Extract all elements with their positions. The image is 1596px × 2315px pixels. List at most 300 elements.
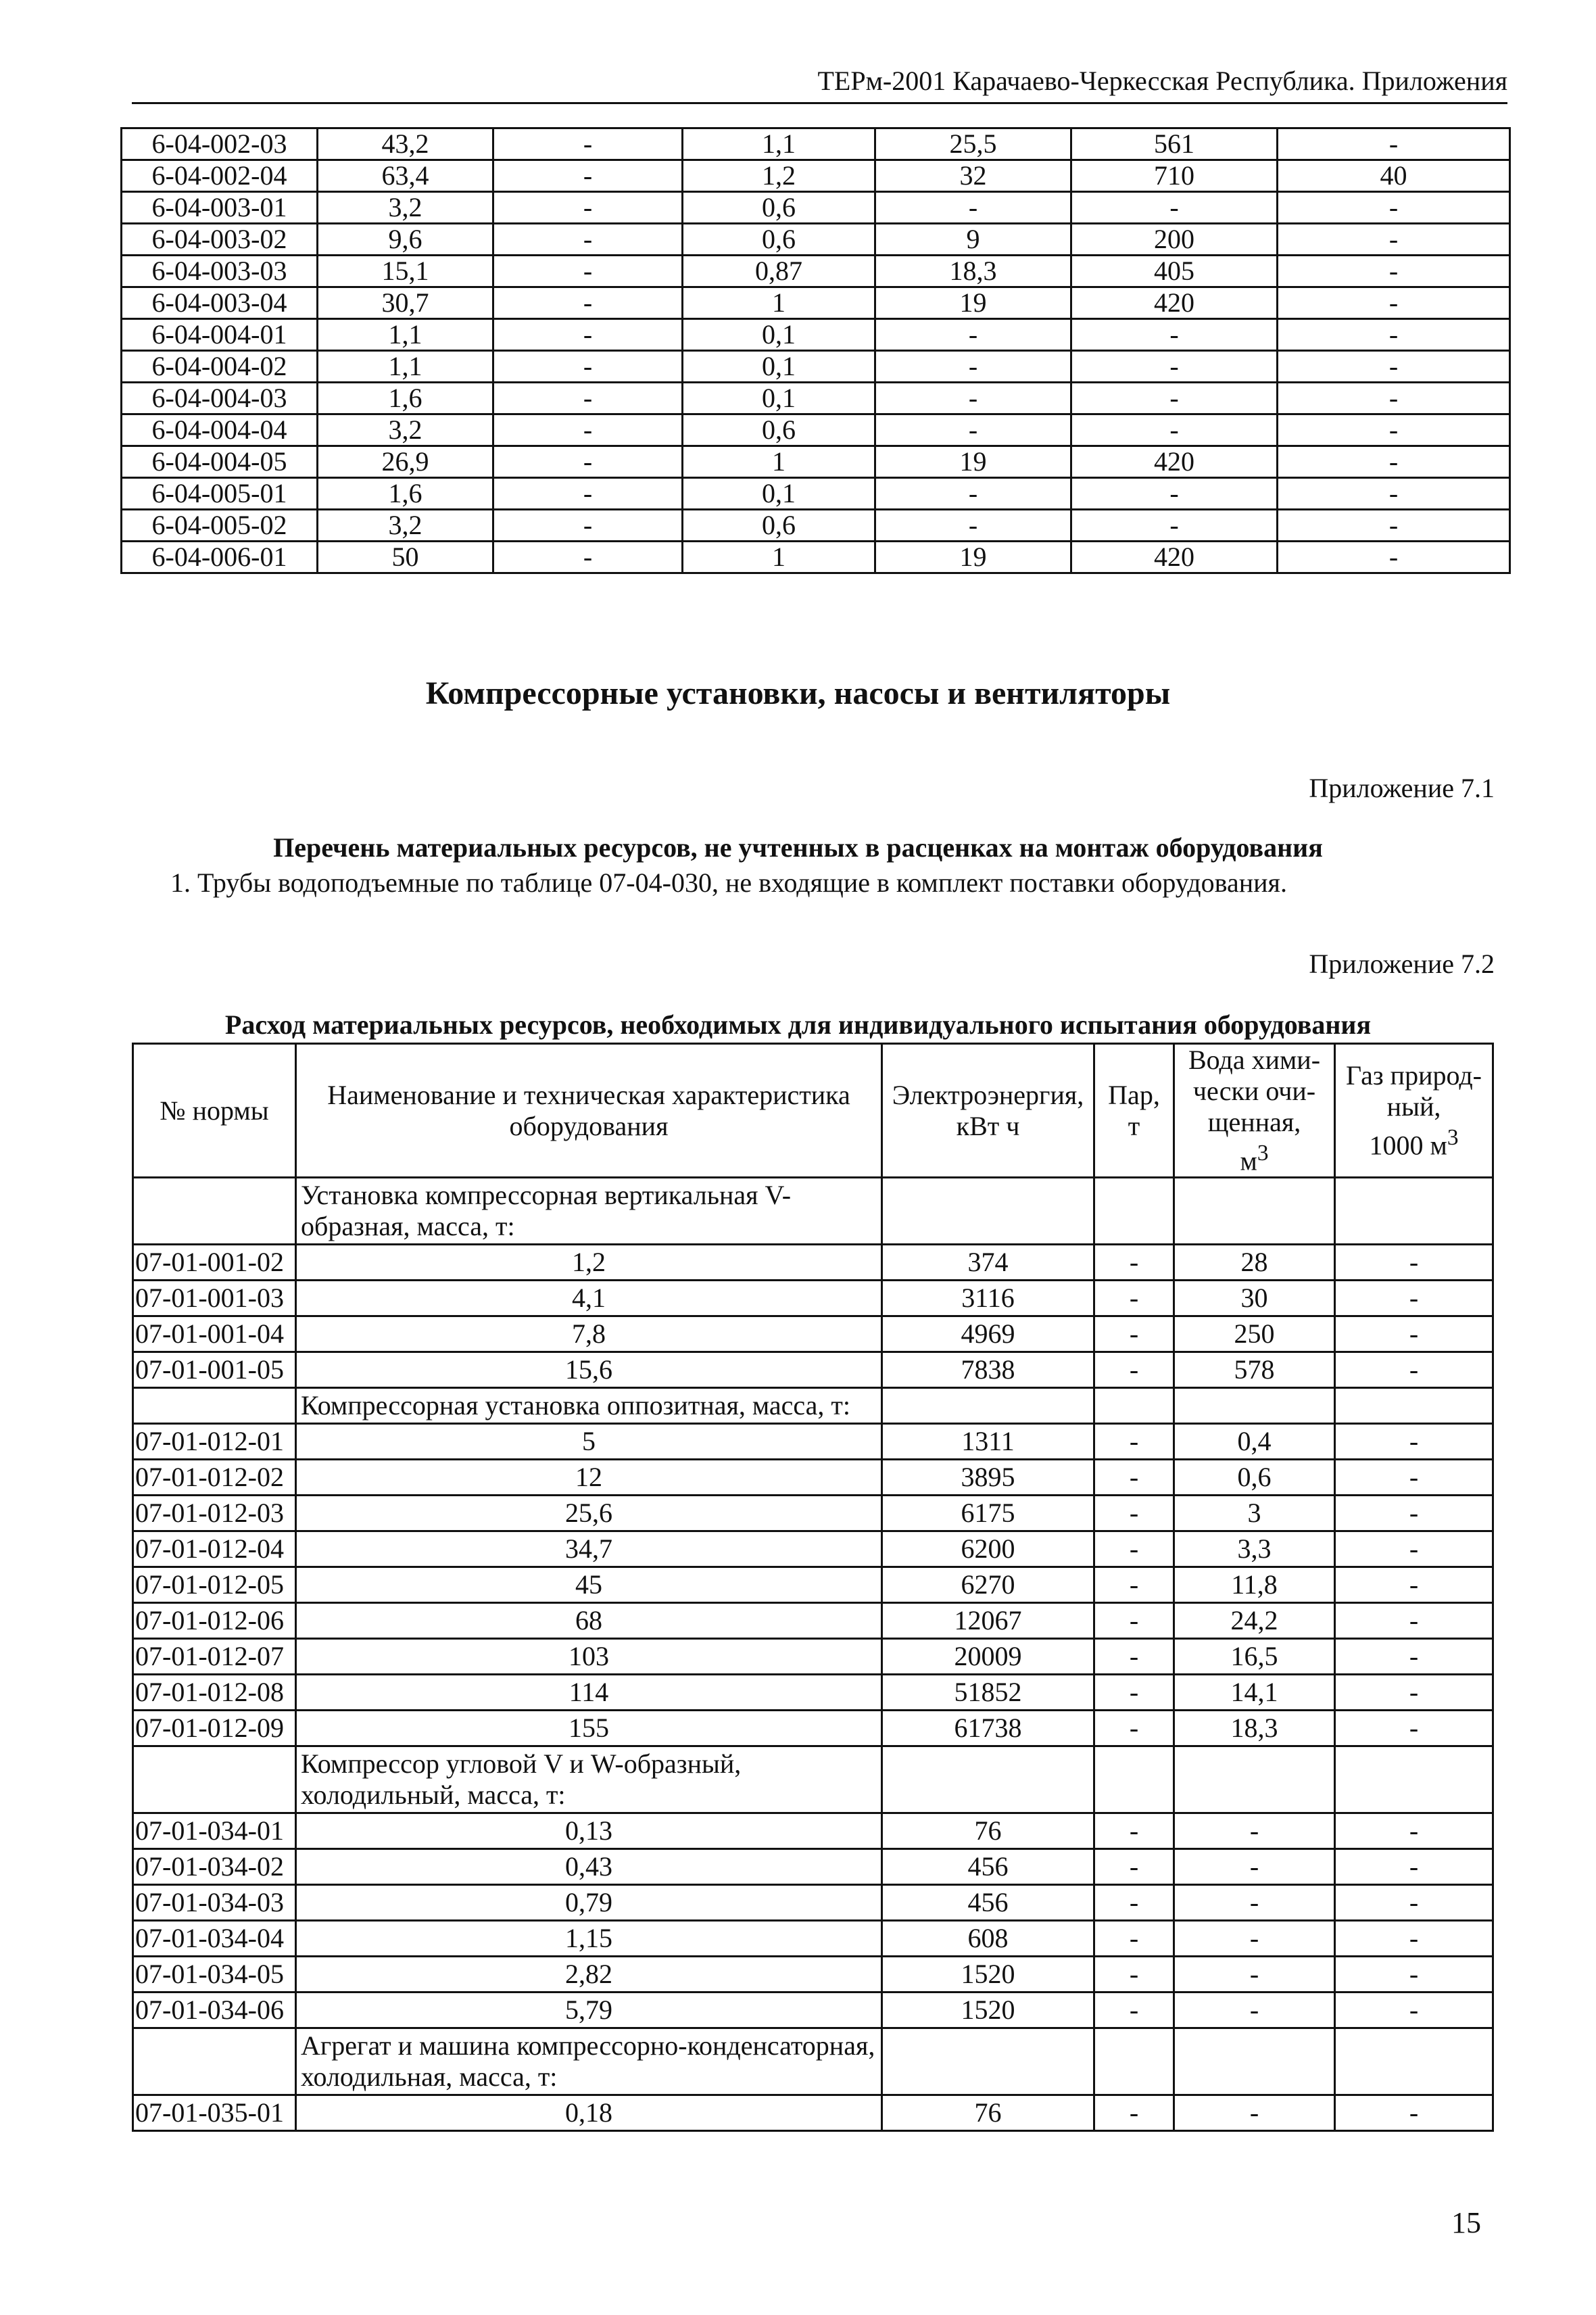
value-cell: - — [1278, 510, 1510, 542]
table-row — [122, 224, 1510, 256]
value-cell: - — [1094, 1813, 1174, 1849]
value-cell: 1,1 — [318, 319, 493, 351]
value-cell: - — [1071, 319, 1278, 351]
table-row — [133, 1424, 1493, 1460]
value-cell: 26,9 — [318, 446, 493, 478]
test-resources-table-title: Расход материальных ресурсов, необходимых для индивидуального испытания оборудования — [224, 1009, 1372, 1040]
appendix-7-1-label: Приложение 7.1 — [1309, 773, 1495, 803]
value-cell: - — [493, 351, 683, 383]
value-cell: - — [1278, 351, 1510, 383]
value-cell: 2,82 — [296, 1957, 882, 1992]
value-cell: 19 — [875, 287, 1071, 319]
value-cell: 45 — [296, 1567, 882, 1603]
value-cell: 18,3 — [875, 256, 1071, 287]
value-cell: - — [493, 478, 683, 510]
value-cell: 16,5 — [1174, 1639, 1335, 1675]
empty-cell — [1335, 1746, 1493, 1813]
value-cell: 28 — [1174, 1245, 1335, 1281]
header-water-sup: 3 — [1257, 1141, 1269, 1166]
value-cell: - — [1174, 2095, 1335, 2131]
value-cell: 0,1 — [683, 351, 875, 383]
value-cell: - — [1278, 192, 1510, 224]
appendix-7-2-label: Приложение 7.2 — [1309, 949, 1495, 979]
header-name: Наименование и техническая характеристика оборудования — [296, 1044, 882, 1178]
value-cell: - — [875, 414, 1071, 446]
value-cell: - — [1335, 1992, 1493, 2028]
test-resources-table — [132, 1043, 1494, 2132]
norm-code-cell: 6-04-005-02 — [122, 510, 318, 542]
value-cell: - — [1335, 1424, 1493, 1460]
table-row — [122, 128, 1510, 160]
value-cell: 374 — [882, 1245, 1094, 1281]
value-cell: 19 — [875, 542, 1071, 573]
value-cell: - — [1094, 1849, 1174, 1885]
value-cell: 3,2 — [318, 414, 493, 446]
value-cell: 1520 — [882, 1957, 1094, 1992]
norm-code-cell: 07-01-012-02 — [133, 1460, 296, 1496]
empty-cell — [882, 1746, 1094, 1813]
value-cell: - — [493, 128, 683, 160]
value-cell: 1,2 — [296, 1245, 882, 1281]
norm-code-cell: 07-01-034-05 — [133, 1957, 296, 1992]
value-cell: - — [493, 287, 683, 319]
value-cell: - — [1278, 256, 1510, 287]
header-power — [882, 1044, 1094, 1178]
value-cell: - — [1094, 1567, 1174, 1603]
value-cell: - — [1094, 1531, 1174, 1567]
value-cell: - — [1335, 1711, 1493, 1746]
value-cell: - — [1094, 1639, 1174, 1675]
value-cell: - — [1335, 1957, 1493, 1992]
value-cell: - — [1094, 1316, 1174, 1352]
value-cell: - — [493, 446, 683, 478]
value-cell: - — [1094, 1352, 1174, 1388]
norm-code-cell: 07-01-001-02 — [133, 1245, 296, 1281]
header-norm: № нормы — [133, 1044, 296, 1178]
norm-code-cell: 07-01-012-03 — [133, 1496, 296, 1531]
table-row — [133, 1281, 1493, 1316]
value-cell: 456 — [882, 1885, 1094, 1921]
empty-cell — [133, 2028, 296, 2095]
value-cell: - — [493, 383, 683, 414]
value-cell: - — [1094, 1921, 1174, 1957]
value-cell: - — [1335, 1849, 1493, 1885]
value-cell: - — [1094, 1711, 1174, 1746]
header-gas — [1335, 1044, 1493, 1178]
value-cell: 6175 — [882, 1496, 1094, 1531]
table-row — [133, 2095, 1493, 2131]
value-cell: 20009 — [882, 1639, 1094, 1675]
value-cell: - — [875, 192, 1071, 224]
value-cell: - — [1335, 1921, 1493, 1957]
value-cell: 40 — [1278, 160, 1510, 192]
value-cell: 50 — [318, 542, 493, 573]
group-title: Компрессорная установка оппозитная, масса, т: — [296, 1388, 882, 1424]
value-cell: - — [493, 256, 683, 287]
table-row — [133, 1921, 1493, 1957]
value-cell: - — [1335, 1316, 1493, 1352]
value-cell: 0,79 — [296, 1885, 882, 1921]
value-cell: 3116 — [882, 1281, 1094, 1316]
value-cell: 456 — [882, 1849, 1094, 1885]
value-cell: - — [875, 383, 1071, 414]
value-cell: 12067 — [882, 1603, 1094, 1639]
norm-code-cell: 6-04-005-01 — [122, 478, 318, 510]
table-row — [122, 542, 1510, 573]
table-row — [133, 1885, 1493, 1921]
value-cell: - — [1071, 414, 1278, 446]
value-cell: - — [1174, 1849, 1335, 1885]
test-resources-table-body — [133, 1044, 1493, 2131]
value-cell: 0,87 — [683, 256, 875, 287]
empty-cell — [882, 1178, 1094, 1245]
value-cell: 4969 — [882, 1316, 1094, 1352]
value-cell: 1,6 — [318, 478, 493, 510]
value-cell: - — [875, 351, 1071, 383]
norm-code-cell: 07-01-035-01 — [133, 2095, 296, 2131]
value-cell: 1,15 — [296, 1921, 882, 1957]
table-row — [133, 1813, 1493, 1849]
empty-cell — [133, 1388, 296, 1424]
value-cell: 0,18 — [296, 2095, 882, 2131]
value-cell: 0,1 — [683, 383, 875, 414]
value-cell: 12 — [296, 1460, 882, 1496]
value-cell: 1 — [683, 287, 875, 319]
value-cell: 1 — [683, 446, 875, 478]
empty-cell — [1094, 1746, 1174, 1813]
value-cell: - — [1094, 1245, 1174, 1281]
header-water-unit: м — [1240, 1145, 1257, 1176]
value-cell: 1,1 — [318, 351, 493, 383]
value-cell: - — [875, 319, 1071, 351]
norm-code-cell: 07-01-012-01 — [133, 1424, 296, 1460]
table-row — [133, 1567, 1493, 1603]
group-header-row — [133, 1178, 1493, 1245]
table-row — [122, 319, 1510, 351]
value-cell: 34,7 — [296, 1531, 882, 1567]
value-cell: - — [1335, 1813, 1493, 1849]
value-cell: - — [1335, 2095, 1493, 2131]
value-cell: 9,6 — [318, 224, 493, 256]
value-cell: - — [493, 192, 683, 224]
value-cell: - — [1278, 319, 1510, 351]
value-cell: 405 — [1071, 256, 1278, 287]
value-cell: 3,3 — [1174, 1531, 1335, 1567]
value-cell: - — [1071, 510, 1278, 542]
value-cell: - — [875, 478, 1071, 510]
value-cell: 1520 — [882, 1992, 1094, 2028]
table-row — [133, 1603, 1493, 1639]
value-cell: 3 — [1174, 1496, 1335, 1531]
value-cell: 6270 — [882, 1567, 1094, 1603]
norm-code-cell: 6-04-003-02 — [122, 224, 318, 256]
value-cell: 0,6 — [683, 510, 875, 542]
group-title: Установка компрессорная вертикальная V-образная, масса, т: — [296, 1178, 882, 1245]
norm-code-cell: 07-01-001-03 — [133, 1281, 296, 1316]
value-cell: - — [1335, 1675, 1493, 1711]
value-cell: - — [1174, 1992, 1335, 2028]
norm-code-cell: 6-04-004-01 — [122, 319, 318, 351]
table-row — [133, 1992, 1493, 2028]
norm-code-cell: 07-01-012-08 — [133, 1675, 296, 1711]
value-cell: 7838 — [882, 1352, 1094, 1388]
norm-code-cell: 07-01-001-04 — [133, 1316, 296, 1352]
header-water-line1: Вода хими- — [1188, 1045, 1321, 1075]
table-row — [133, 1496, 1493, 1531]
value-cell: 1311 — [882, 1424, 1094, 1460]
value-cell: 0,1 — [683, 478, 875, 510]
table-row — [133, 1460, 1493, 1496]
value-cell: 30 — [1174, 1281, 1335, 1316]
value-cell: 200 — [1071, 224, 1278, 256]
value-cell: - — [1174, 1885, 1335, 1921]
value-cell: - — [1335, 1496, 1493, 1531]
norm-code-cell: 07-01-034-03 — [133, 1885, 296, 1921]
group-title: Агрегат и машина компрессорно-конденсаторная, холодильная, масса, т: — [296, 2028, 882, 2095]
table-row — [122, 256, 1510, 287]
value-cell: - — [875, 510, 1071, 542]
table-row — [122, 192, 1510, 224]
value-cell: - — [1094, 1992, 1174, 2028]
materials-list-title: Перечень материальных ресурсов, не учтенных в расценках на монтаж оборудования — [273, 832, 1323, 863]
value-cell: 6200 — [882, 1531, 1094, 1567]
header-water — [1174, 1044, 1335, 1178]
value-cell: - — [1278, 287, 1510, 319]
norm-code-cell: 07-01-012-05 — [133, 1567, 296, 1603]
value-cell: 0,6 — [683, 224, 875, 256]
header-water-line2: чески очи- — [1192, 1076, 1316, 1106]
table-row — [133, 1245, 1493, 1281]
norm-code-cell: 6-04-002-03 — [122, 128, 318, 160]
empty-cell — [1335, 1388, 1493, 1424]
value-cell: 76 — [882, 1813, 1094, 1849]
header-power-line1: Электроэнергия, — [892, 1079, 1084, 1110]
norm-code-cell: 6-04-003-01 — [122, 192, 318, 224]
value-cell: 68 — [296, 1603, 882, 1639]
table-row — [122, 414, 1510, 446]
value-cell: 1,6 — [318, 383, 493, 414]
value-cell: - — [1071, 478, 1278, 510]
value-cell: 3895 — [882, 1460, 1094, 1496]
value-cell: 420 — [1071, 446, 1278, 478]
table-row — [122, 446, 1510, 478]
value-cell: - — [1094, 2095, 1174, 2131]
value-cell: 578 — [1174, 1352, 1335, 1388]
value-cell: - — [1335, 1885, 1493, 1921]
norm-code-cell: 07-01-012-07 — [133, 1639, 296, 1675]
table-row — [133, 1352, 1493, 1388]
value-cell: - — [1335, 1352, 1493, 1388]
value-cell: 250 — [1174, 1316, 1335, 1352]
value-cell: 0,6 — [1174, 1460, 1335, 1496]
table-row — [122, 160, 1510, 192]
value-cell: - — [493, 224, 683, 256]
value-cell: - — [1174, 1813, 1335, 1849]
value-cell: 9 — [875, 224, 1071, 256]
empty-cell — [1094, 1388, 1174, 1424]
norm-code-cell: 6-04-004-05 — [122, 446, 318, 478]
group-header-row — [133, 1388, 1493, 1424]
value-cell: 30,7 — [318, 287, 493, 319]
header-gas-line3: 1000 м — [1369, 1130, 1447, 1161]
table-row — [122, 383, 1510, 414]
group-title: Компрессор угловой V и W-образный, холодильный, масса, т: — [296, 1746, 882, 1813]
norm-code-cell: 6-04-003-03 — [122, 256, 318, 287]
value-cell: - — [1278, 224, 1510, 256]
header-steam — [1094, 1044, 1174, 1178]
value-cell: - — [1094, 1496, 1174, 1531]
norm-code-cell: 07-01-034-02 — [133, 1849, 296, 1885]
table-row — [133, 1531, 1493, 1567]
value-cell: 51852 — [882, 1675, 1094, 1711]
value-cell: 24,2 — [1174, 1603, 1335, 1639]
group-header-row — [133, 2028, 1493, 2095]
value-cell: - — [1094, 1460, 1174, 1496]
value-cell: 0,43 — [296, 1849, 882, 1885]
value-cell: - — [1278, 478, 1510, 510]
empty-cell — [1094, 1178, 1174, 1245]
value-cell: 0,4 — [1174, 1424, 1335, 1460]
norm-code-cell: 6-04-004-04 — [122, 414, 318, 446]
value-cell: - — [1094, 1675, 1174, 1711]
value-cell: - — [1335, 1281, 1493, 1316]
continuation-table — [120, 127, 1511, 574]
value-cell: 61738 — [882, 1711, 1094, 1746]
value-cell: - — [493, 319, 683, 351]
value-cell: 43,2 — [318, 128, 493, 160]
norm-code-cell: 07-01-034-06 — [133, 1992, 296, 2028]
empty-cell — [1335, 1178, 1493, 1245]
value-cell: 608 — [882, 1921, 1094, 1957]
section-title: Компрессорные установки, насосы и вентиляторы — [425, 675, 1171, 711]
value-cell: 5 — [296, 1424, 882, 1460]
value-cell: 1,2 — [683, 160, 875, 192]
value-cell: - — [1278, 128, 1510, 160]
table-row — [133, 1675, 1493, 1711]
norm-code-cell: 6-04-004-02 — [122, 351, 318, 383]
norm-code-cell: 07-01-012-06 — [133, 1603, 296, 1639]
value-cell: - — [493, 542, 683, 573]
value-cell: - — [1335, 1567, 1493, 1603]
value-cell: - — [1174, 1957, 1335, 1992]
table-row — [133, 1849, 1493, 1885]
value-cell: - — [1071, 351, 1278, 383]
value-cell: 25,6 — [296, 1496, 882, 1531]
value-cell: - — [1335, 1639, 1493, 1675]
value-cell: 19 — [875, 446, 1071, 478]
norm-code-cell: 6-04-003-04 — [122, 287, 318, 319]
continuation-table-body — [122, 128, 1510, 573]
value-cell: - — [1094, 1885, 1174, 1921]
value-cell: - — [1071, 192, 1278, 224]
table-row — [133, 1957, 1493, 1992]
value-cell: 4,1 — [296, 1281, 882, 1316]
value-cell: - — [1278, 542, 1510, 573]
table-header-row — [133, 1044, 1493, 1178]
table-row — [122, 287, 1510, 319]
value-cell: 3,2 — [318, 510, 493, 542]
value-cell: 3,2 — [318, 192, 493, 224]
empty-cell — [1174, 1746, 1335, 1813]
value-cell: - — [1278, 446, 1510, 478]
table-row — [122, 478, 1510, 510]
value-cell: 155 — [296, 1711, 882, 1746]
value-cell: - — [1278, 414, 1510, 446]
table-row — [122, 510, 1510, 542]
value-cell: 1 — [683, 542, 875, 573]
norm-code-cell: 07-01-034-01 — [133, 1813, 296, 1849]
value-cell: - — [493, 510, 683, 542]
value-cell: - — [1094, 1424, 1174, 1460]
table-row — [133, 1711, 1493, 1746]
value-cell: - — [1335, 1531, 1493, 1567]
empty-cell — [133, 1746, 296, 1813]
value-cell: - — [493, 414, 683, 446]
norm-code-cell: 07-01-012-04 — [133, 1531, 296, 1567]
value-cell: 14,1 — [1174, 1675, 1335, 1711]
table-row — [133, 1639, 1493, 1675]
value-cell: 561 — [1071, 128, 1278, 160]
empty-cell — [882, 1388, 1094, 1424]
norm-code-cell: 07-01-012-09 — [133, 1711, 296, 1746]
value-cell: 5,79 — [296, 1992, 882, 2028]
norm-code-cell: 07-01-001-05 — [133, 1352, 296, 1388]
value-cell: 15,1 — [318, 256, 493, 287]
header-steam-line2: т — [1128, 1110, 1140, 1141]
value-cell: 114 — [296, 1675, 882, 1711]
value-cell: - — [1174, 1921, 1335, 1957]
header-water-line3: щенная, — [1207, 1107, 1301, 1137]
value-cell: - — [1094, 1281, 1174, 1316]
value-cell: - — [1278, 383, 1510, 414]
value-cell: - — [1335, 1603, 1493, 1639]
norm-code-cell: 6-04-004-03 — [122, 383, 318, 414]
header-power-line2: кВт ч — [956, 1110, 1020, 1141]
value-cell: 0,6 — [683, 192, 875, 224]
value-cell: - — [1335, 1245, 1493, 1281]
group-header-row — [133, 1746, 1493, 1813]
header-steam-line1: Пар, — [1108, 1079, 1160, 1110]
empty-cell — [1174, 1388, 1335, 1424]
norm-code-cell: 07-01-034-04 — [133, 1921, 296, 1957]
value-cell: 15,6 — [296, 1352, 882, 1388]
value-cell: 7,8 — [296, 1316, 882, 1352]
value-cell: 710 — [1071, 160, 1278, 192]
value-cell: 18,3 — [1174, 1711, 1335, 1746]
value-cell: - — [1071, 383, 1278, 414]
materials-list-item: 1. Трубы водоподъемные по таблице 07-04-030, не входящие в комплект поставки оборудования. — [170, 867, 1287, 898]
value-cell: - — [1094, 1957, 1174, 1992]
norm-code-cell: 6-04-002-04 — [122, 160, 318, 192]
empty-cell — [1094, 2028, 1174, 2095]
table-row — [122, 351, 1510, 383]
value-cell: 25,5 — [875, 128, 1071, 160]
value-cell: - — [1335, 1460, 1493, 1496]
value-cell: 1,1 — [683, 128, 875, 160]
empty-cell — [133, 1178, 296, 1245]
header-gas-line1: Газ природ- — [1345, 1060, 1482, 1091]
empty-cell — [1174, 2028, 1335, 2095]
value-cell: 32 — [875, 160, 1071, 192]
norm-code-cell: 6-04-006-01 — [122, 542, 318, 573]
value-cell: 63,4 — [318, 160, 493, 192]
value-cell: - — [493, 160, 683, 192]
running-header: ТЕРм-2001 Карачаево-Черкесская Республика. Приложения — [132, 65, 1507, 104]
table-row — [133, 1316, 1493, 1352]
header-gas-sup: 3 — [1447, 1125, 1459, 1150]
value-cell: - — [1094, 1603, 1174, 1639]
value-cell: 0,1 — [683, 319, 875, 351]
